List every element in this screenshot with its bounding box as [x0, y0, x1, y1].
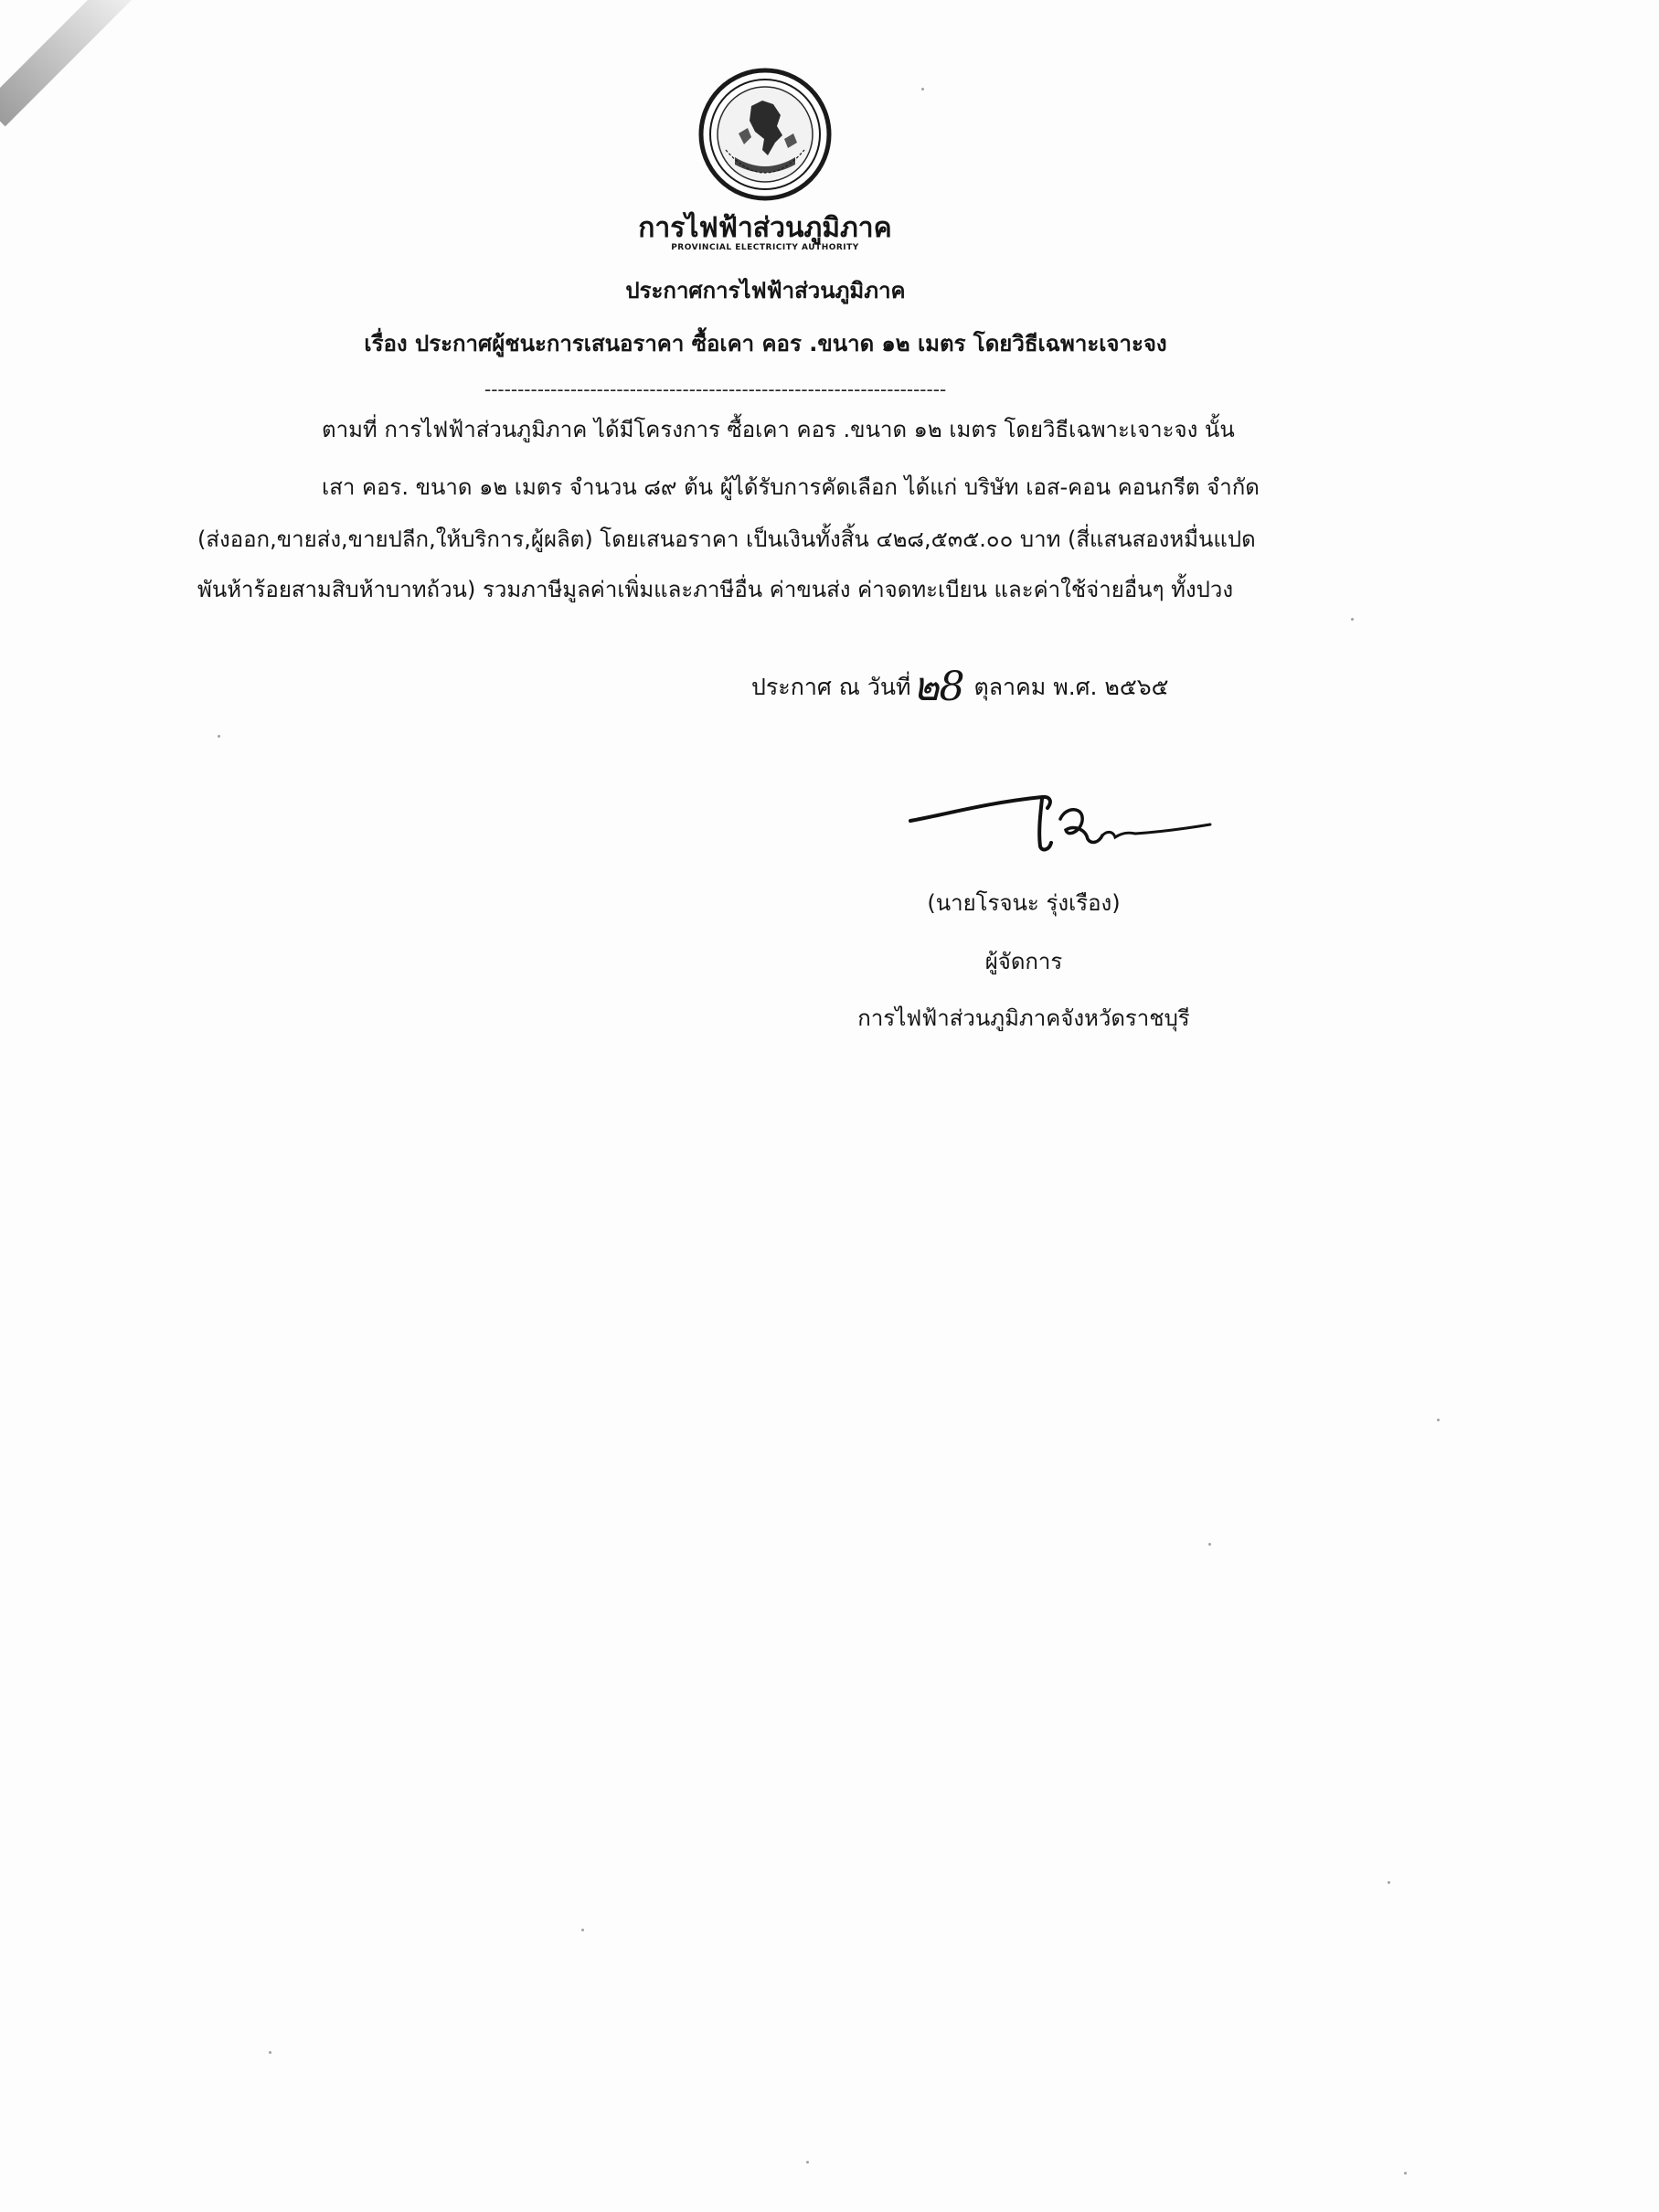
body-paragraph-line: ตามที่ การไฟฟ้าส่วนภูมิภาค ได้มีโครงการ ซื้อเคา คอร .ขนาด ๑๒ เมตร โดยวิธีเฉพาะเจาะจง นั้น — [322, 417, 1235, 442]
scan-shadow-mark — [0, 0, 154, 126]
scan-speck — [269, 2051, 271, 2054]
signatory-organization: การไฟฟ้าส่วนภูมิภาคจังหวัดราชบุรี — [857, 1005, 1190, 1031]
organization-name-english: PROVINCIAL ELECTRICITY AUTHORITY — [671, 243, 859, 252]
scan-speck — [1404, 2172, 1407, 2175]
announcement-title: ประกาศการไฟฟ้าส่วนภูมิภาค — [625, 278, 906, 303]
signatory-name: (นายโรจนะ รุ่งเรือง) — [927, 890, 1121, 916]
body-paragraph-line: (ส่งออก,ขายส่ง,ขายปลีก,ให้บริการ,ผู้ผลิต) โดยเสนอราคา เป็นเงินทั้งสิ้น ๔๒๘,๕๓๕.๐๐ บาท (สี่แสนสองหมื่นแปด — [197, 526, 1256, 552]
body-paragraph-line: เสา คอร. ขนาด ๑๒ เมตร จำนวน ๘๙ ต้น ผู้ได้รับการคัดเลือก ได้แก่ บริษัท เอส-คอน คอนกรีต จำกัด — [322, 474, 1260, 500]
scan-speck — [1437, 1419, 1440, 1421]
pea-emblem-logo — [698, 68, 832, 201]
scan-speck — [1351, 618, 1354, 621]
announcement-subject: เรื่อง ประกาศผู้ชนะการเสนอราคา ซื้อเคา คอร .ขนาด ๑๒ เมตร โดยวิธีเฉพาะเจาะจง — [364, 331, 1167, 356]
handwritten-signature — [905, 779, 1216, 861]
scan-speck — [921, 88, 924, 90]
scan-speck — [1388, 1881, 1390, 1884]
separator-rule: ---------------------------------------------------------------------- — [484, 378, 947, 400]
announcement-date — [751, 664, 1169, 710]
organization-name-thai: การไฟฟ้าส่วนภูมิภาค — [638, 212, 892, 244]
date-day-handwritten: ๒8 — [912, 664, 965, 710]
scan-speck — [1208, 1543, 1211, 1546]
scan-speck — [581, 1929, 584, 1931]
scan-speck — [218, 735, 220, 738]
scan-speck — [806, 2161, 809, 2164]
signatory-position: ผู้จัดการ — [984, 949, 1063, 974]
body-paragraph-line: พันห้าร้อยสามสิบห้าบาทถ้วน) รวมภาษีมูลค่าเพิ่มและภาษีอื่น ค่าขนส่ง ค่าจดทะเบียน และค่าใช้จ่ายอื่นๆ ทั้งปวง — [197, 577, 1234, 602]
date-month-year: ตุลาคม พ.ศ. ๒๕๖๕ — [973, 674, 1169, 700]
date-prefix: ประกาศ ณ วันที่ — [751, 674, 911, 700]
